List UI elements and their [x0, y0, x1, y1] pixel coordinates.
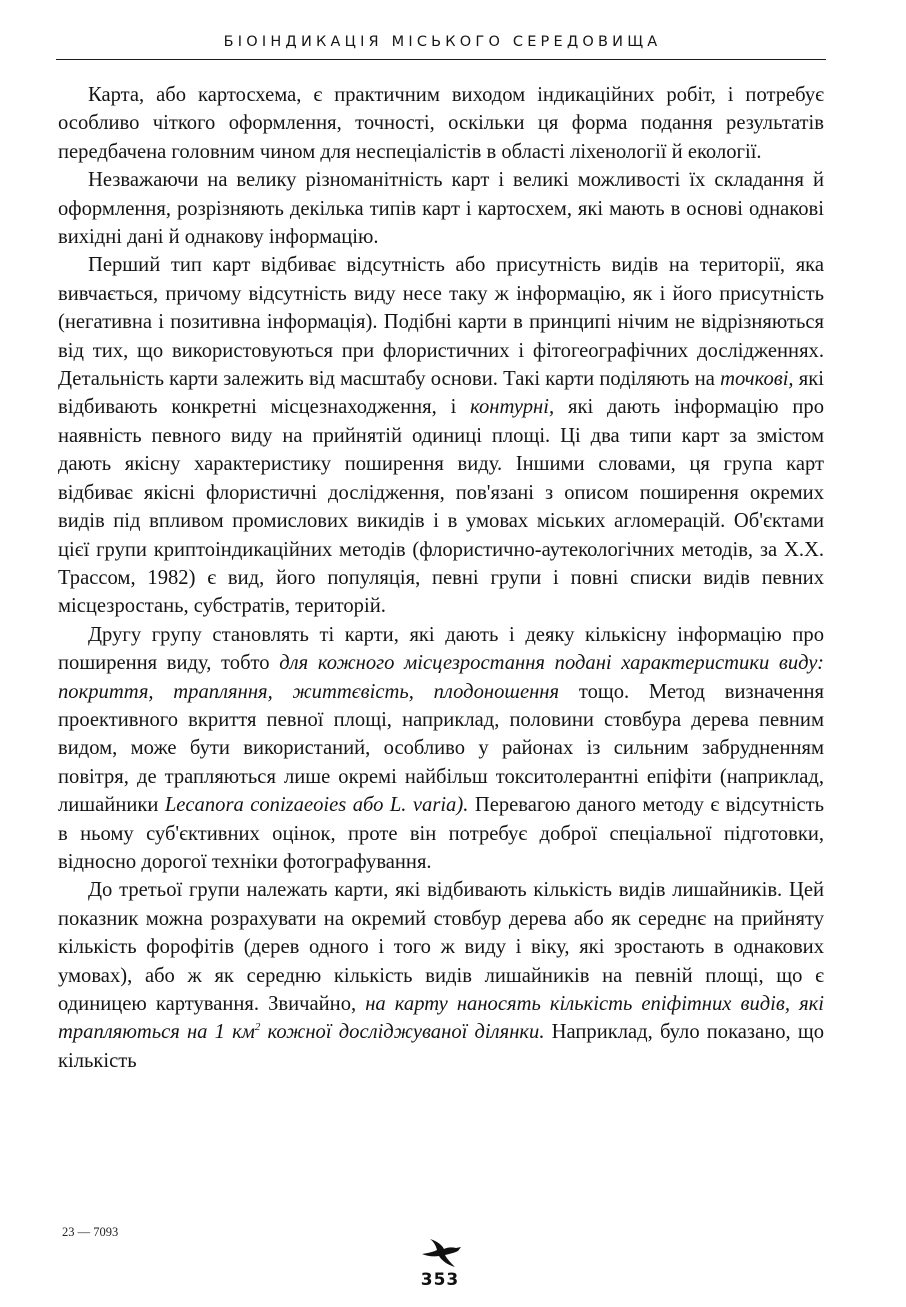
term-contour-maps: контурні,: [470, 396, 555, 419]
paragraph-4-text: тощо. Метод визначення проективного вкриття певної площі, наприклад, половини стовбура дерева певним видом, може бути використаний, особливо у районах із сильним забрудненням повітря, де трапляються лише окремі найбільш токситолерантні епіфіти (наприклад, лишайники: [58, 680, 825, 817]
paragraph-2: Незважаючи на велику різноманітність карт і великі можливості їх складання й оформлення, розрізняють декілька типів карт і картосхем, які мають в основі однакові вихідні дані й однакову інформацію.: [58, 169, 824, 249]
paragraph-3-text: які відбивають конкретні місцезнаходження, і: [58, 368, 824, 419]
emphasis-epiphyte-count-text: на карту наносять кількість епіфітних видів, які трапляються на 1 км: [58, 993, 824, 1044]
paragraph-1: Карта, або картосхема, є практичним виходом індикаційних робіт, і потребує особливо чіткого оформлення, точності, оскільки ця форма подання результатів передбачена головним чином для неспеціалістів в області ліхенології й екології.: [58, 84, 824, 163]
header-rule: [56, 59, 826, 60]
paragraph-4-text: Другу групу становлять ті карти, які дають і деяку кількісну інформацію про поширення виду, тобто: [58, 623, 824, 675]
paragraph-3-text: Перший тип карт відбиває відсутність або присутність видів на території, яка вивчається, причому відсутність виду несе таку ж інформацію, як і його присутність (негативна і позитивна інформація). Подібні карти в принципі нічим не відрізняються від тих, що використовуються при флористичних і фітогеографічних дослідженнях. Детальність карти залежить від масштабу основи. Такі карти поділяють на: [58, 254, 824, 391]
paragraph-4-text: Перевагою даного методу є відсутність в ньому суб'єктивних оцінок, проте він потребує доброї спеціальної підготовки, відносно дорогої техніки фотографування.: [58, 794, 824, 873]
paragraph-5-text: До третьої групи належать карти, які відбивають кількість видів лишайників. Цей показник можна розрахувати на окремий стовбур дерева або як середнє на прийняту кількість форофітів (дерев одного і того ж виду і віку, які зростають в однакових умовах), або ж як середню кількість видів лишайників на певній площі, що є одиницею картування. Звичайно,: [58, 879, 824, 1015]
paragraph-3: [58, 251, 824, 620]
paragraph-3-text: які дають інформацію про наявність певного виду на прийнятій одиниці площі. Ці два типи карт за змістом дають якісну характеристику поширення виду. Іншими словами, ця група карт відбиває якісні флористичні дослідження, пов'язані з описом поширення окремих видів під впливом промислових викидів і в умовах міських агломерацій. Об'єктами цієї групи криптоіндикаційних методів (флористично-аутекологічних методів, за Х.Х. Трассом, 1982) є вид, його популяція, певні групи і повні списки видів певних місцезростань, субстратів, територій.: [58, 396, 824, 618]
superscript-2: 2: [254, 1021, 261, 1034]
paragraph-4: [58, 621, 824, 877]
species-names: Lecanora conizaeoies або L. varia).: [164, 794, 469, 817]
paragraph-5-text: Наприклад, було показано, що кількість: [58, 1021, 824, 1072]
page-number: 353: [420, 1270, 460, 1290]
paragraph-5: [58, 876, 824, 1075]
body-text: [58, 81, 824, 1075]
signature-mark: 23 — 7093: [62, 1225, 119, 1239]
emphasis-plot-text: кожної досліджуваної ділянки.: [267, 1021, 545, 1044]
emphasis-site-characteristics: для кожного місцезростання подані характеристики виду: покриття, трапляння, життєвість, плодоношення: [58, 652, 824, 703]
running-title: БІОІНДИКАЦІЯ МІСЬКОГО СЕРЕДОВИЩА: [223, 34, 662, 50]
term-point-maps: точкові,: [720, 368, 794, 391]
bird-icon: [420, 1238, 462, 1268]
